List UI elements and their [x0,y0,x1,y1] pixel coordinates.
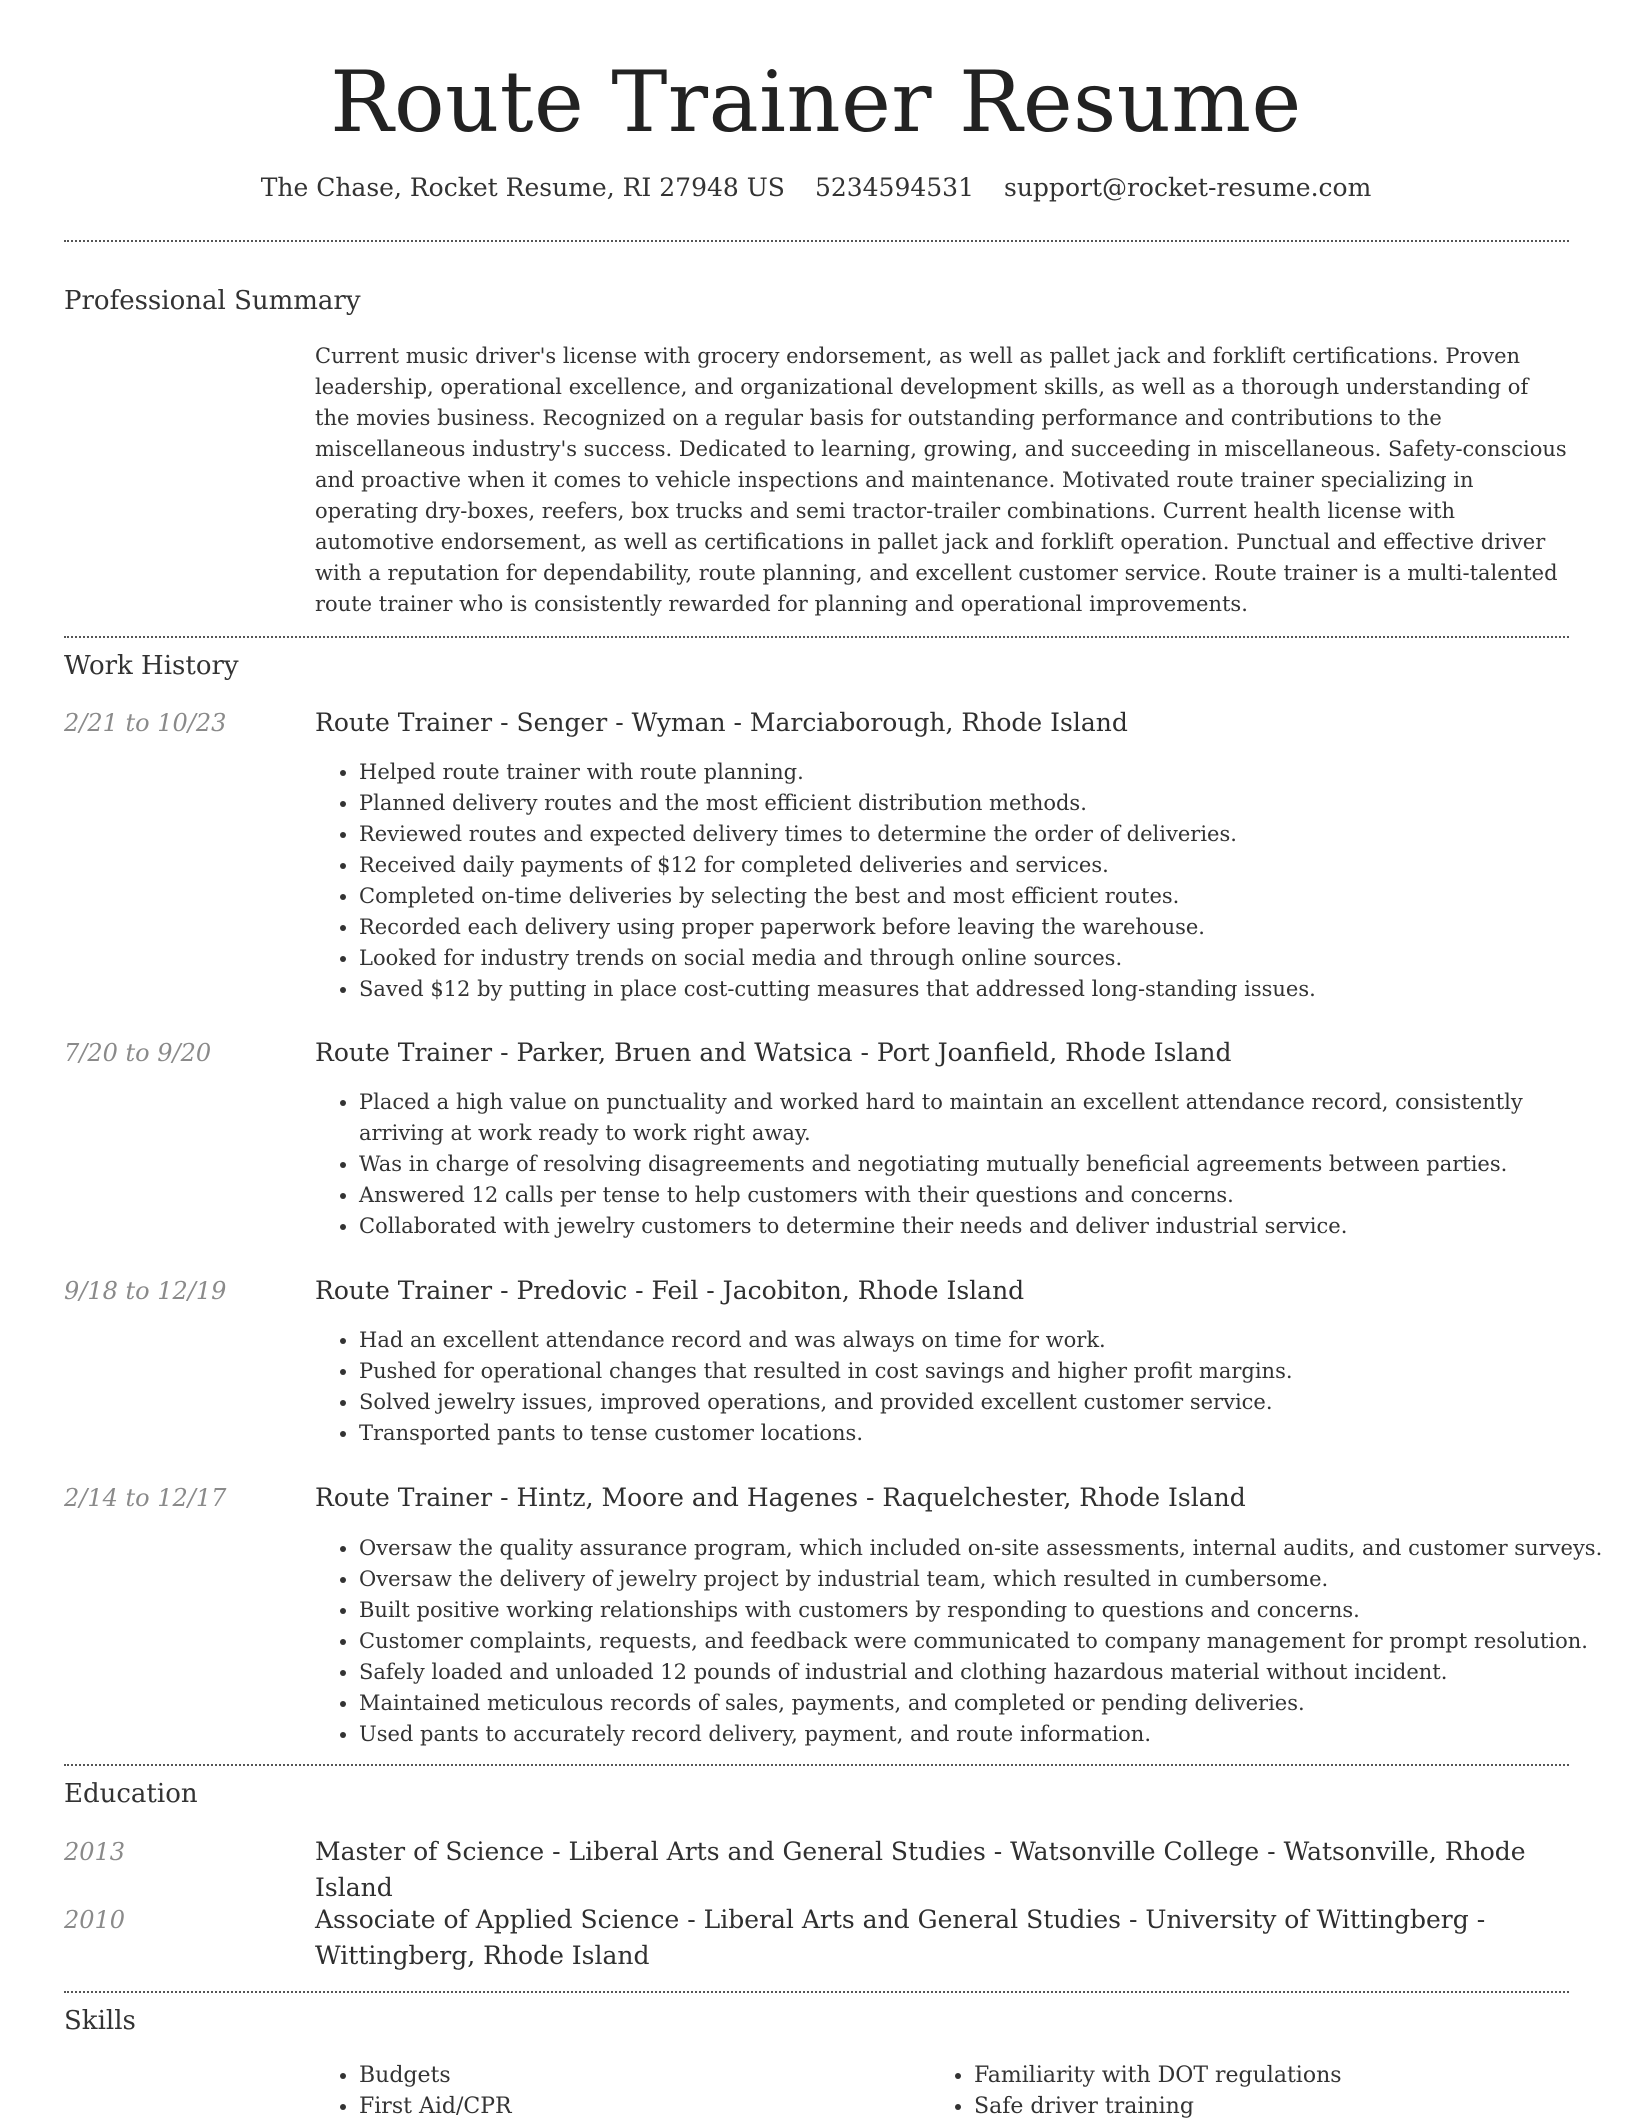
summary-heading: Professional Summary [64,286,361,316]
section-divider [64,1764,1569,1766]
job-bullet: • Recorded each delivery using proper paperwork before leaving the warehouse. [359,912,1613,943]
job-bullet: • Customer complaints, requests, and feedback were communicated to company management for prompt resolution. [359,1626,1613,1657]
contact-address: The Chase, Rocket Resume, RI 27948 US [260,173,785,202]
job-bullet: • Oversaw the quality assurance program, which included on-site assessments, internal audits, and customer surveys. [359,1533,1613,1564]
job-bullet: • Pushed for operational changes that resulted in cost savings and higher profit margins. [359,1356,1613,1387]
job-bullet: • Transported pants to tense customer locations. [359,1418,1613,1449]
job-bullets [315,1325,1613,1449]
job-title: Route Trainer - Parker, Bruen and Watsica - Port Joanfield, Rhode Island [315,1038,1232,1067]
job-bullet: • Oversaw the delivery of jewelry project by industrial team, which resulted in cumbersome. [359,1564,1613,1595]
job-bullet: • Helped route trainer with route planning. [359,757,1613,788]
education-year: 2010 [64,1906,126,1934]
job-bullet: • Was in charge of resolving disagreements and negotiating mutually beneficial agreements between parties. [359,1149,1613,1180]
resume-title: Route Trainer Resume [330,53,1302,151]
job-bullets [315,1533,1613,1750]
job-title: Route Trainer - Hintz, Moore and Hagenes - Raquelchester, Rhode Island [315,1483,1246,1512]
job-title: Route Trainer - Senger - Wyman - Marciaborough, Rhode Island [315,708,1128,737]
work-history-heading: Work History [64,651,239,681]
job-dates: 7/20 to 9/20 [64,1039,212,1067]
job-bullet: • Looked for industry trends on social media and through online sources. [359,943,1613,974]
contact-phone: 5234594531 [814,173,974,202]
education-title: Master of Science - Liberal Arts and General Studies - Watsonville College - Watsonville, Rhode Island [315,1837,1526,1902]
skills-list-right [930,2060,1574,2122]
job-bullet: • Maintained meticulous records of sales, payments, and completed or pending deliveries. [359,1688,1613,1719]
job-bullet: • Planned delivery routes and the most efficient distribution methods. [359,788,1613,819]
section-divider [64,636,1569,638]
skill-item: • Budgets [359,2060,919,2091]
job-dates: 9/18 to 12/19 [64,1277,227,1305]
skill-item: • Safe driver training [974,2091,1574,2122]
job-bullet: • Placed a high value on punctuality and worked hard to maintain an excellent attendance record, consistently arriving at work ready to work right away. [359,1087,1613,1149]
job-bullet: • Collaborated with jewelry customers to determine their needs and deliver industrial service. [359,1211,1613,1242]
job-bullet: • Used pants to accurately record delivery, payment, and route information. [359,1719,1613,1750]
job-dates: 2/14 to 12/17 [64,1484,227,1512]
job-bullet: • Had an excellent attendance record and was always on time for work. [359,1325,1613,1356]
skills-list-left [315,2060,919,2122]
education-year: 2013 [64,1838,126,1866]
job-bullet: • Saved $12 by putting in place cost-cutting measures that addressed long-standing issues. [359,974,1613,1005]
job-bullet: • Safely loaded and unloaded 12 pounds of industrial and clothing hazardous material without incident. [359,1657,1613,1688]
summary-text: Current music driver's license with grocery endorsement, as well as pallet jack and forklift certifications. Proven leadership, operational excellence, and organizational development skills, as well as a thorough understanding of the movies business. Recognized on a regular basis for outstanding performance and contributions to the miscellaneous industry's success. Dedicated to learning, growing, and succeeding in miscellaneous. Safety-conscious and proactive when it comes to vehicle inspections and maintenance. Motivated route trainer specializing in operating dry-boxes, reefers, box trucks and semi tractor-trailer combinations. Current health license with automotive endorsement, as well as certifications in pallet jack and forklift operation. Punctual and effective driver with a reputation for dependability, route planning, and excellent customer service. Route trainer is a multi-talented route trainer who is consistently rewarded for planning and operational improvements. [315,344,1567,616]
job-bullet: • Built positive working relationships with customers by responding to questions and concerns. [359,1595,1613,1626]
job-bullet: • Reviewed routes and expected delivery times to determine the order of deliveries. [359,819,1613,850]
skills-heading: Skills [64,2006,136,2036]
job-bullet: • Completed on-time deliveries by selecting the best and most efficient routes. [359,881,1613,912]
job-bullets [315,757,1613,1005]
section-divider [64,1991,1569,1993]
job-dates: 2/21 to 10/23 [64,709,227,737]
job-bullet: • Answered 12 calls per tense to help customers with their questions and concerns. [359,1180,1613,1211]
skill-item: • Familiarity with DOT regulations [974,2060,1574,2091]
job-title: Route Trainer - Predovic - Feil - Jacobiton, Rhode Island [315,1276,1025,1305]
section-divider [64,240,1569,242]
contact-line [0,170,1632,206]
job-bullet: • Received daily payments of $12 for completed deliveries and services. [359,850,1613,881]
job-bullet: • Solved jewelry issues, improved operations, and provided excellent customer service. [359,1387,1613,1418]
job-bullets [315,1087,1613,1242]
skill-item: • First Aid/CPR [359,2091,919,2122]
contact-email: support@rocket-resume.com [1004,173,1372,202]
education-title: Associate of Applied Science - Liberal Arts and General Studies - University of Wittingberg - Wittingberg, Rhode Island [315,1905,1486,1970]
education-heading: Education [64,1779,198,1809]
